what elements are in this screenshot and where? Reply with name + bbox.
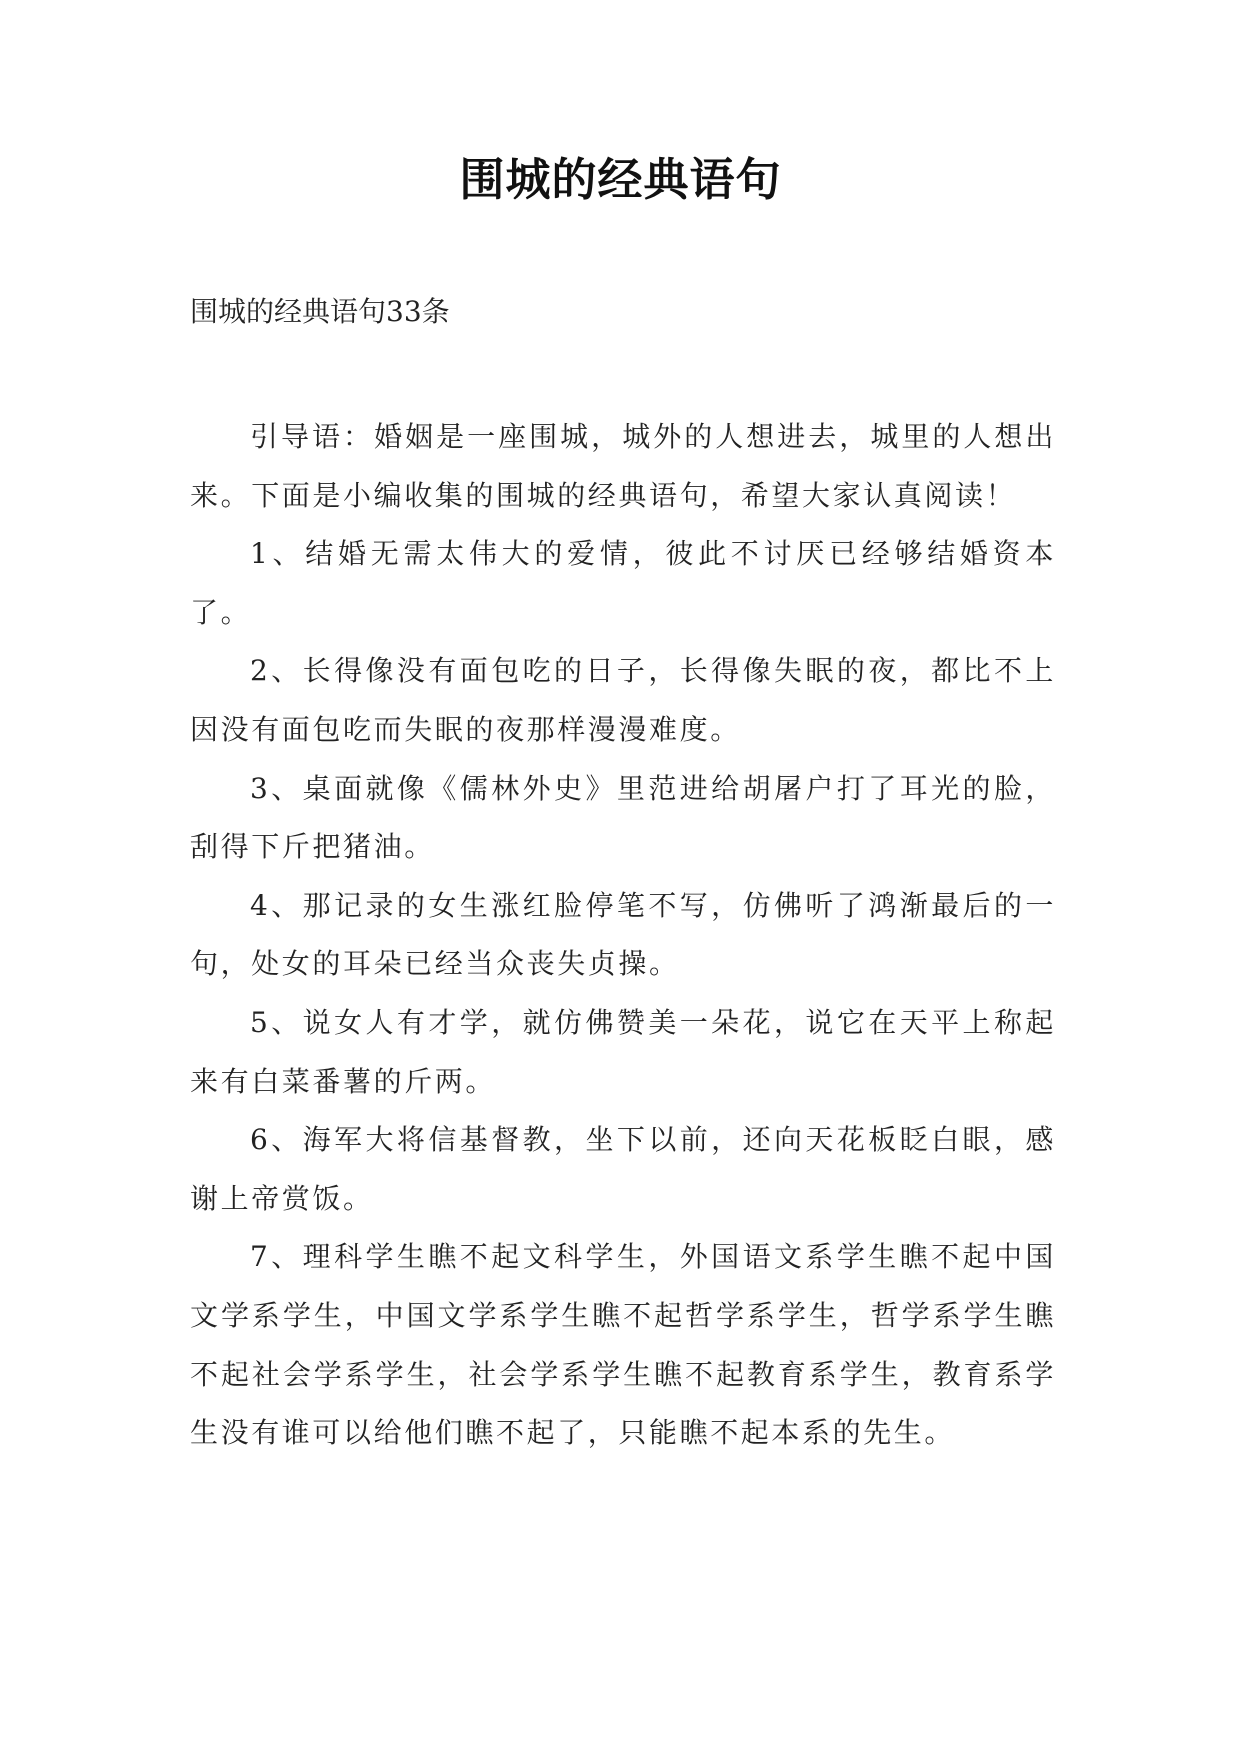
- quote-paragraph-3: 3、桌面就像《儒林外史》里范进给胡屠户打了耳光的脸，刮得下斤把猪油。: [190, 771, 1056, 864]
- quote-paragraph-6: 6、海军大将信基督教，坐下以前，还向天花板眨白眼，感谢上帝赏饭。: [190, 1123, 1056, 1215]
- quote-paragraph-5: 5、说女人有才学，就仿佛赞美一朵花，说它在天平上称起来有白菜番薯的斤两。: [190, 1005, 1056, 1098]
- quote-paragraph-2: 2、长得像没有面包吃的日子，长得像失眠的夜，都比不上因没有面包吃而失眠的夜那样漫漫难度。: [190, 654, 1056, 746]
- intro-paragraph: 引导语：婚姻是一座围城，城外的人想进去，城里的人想出来。下面是小编收集的围城的经典语句，希望大家认真阅读！: [190, 420, 1056, 512]
- document-title: 围城的经典语句: [459, 153, 782, 206]
- quote-paragraph-1: 1、结婚无需太伟大的爱情，彼此不讨厌已经够结婚资本了。: [190, 537, 1056, 629]
- document-body: [190, 408, 1056, 1463]
- quote-paragraph-7: 7、理科学生瞧不起文科学生，外国语文系学生瞧不起中国文学系学生，中国文学系学生瞧不起哲学系学生，哲学系学生瞧不起社会学系学生，社会学系学生瞧不起教育系学生，教育系学生没有谁可以给他们瞧不起了，只能瞧不起本系的先生。: [190, 1240, 1056, 1450]
- document-subtitle: 围城的经典语句33条: [190, 295, 450, 328]
- quote-paragraph-4: 4、那记录的女生涨红脸停笔不写，仿佛听了鸿渐最后的一句，处女的耳朵已经当众丧失贞操。: [190, 888, 1056, 981]
